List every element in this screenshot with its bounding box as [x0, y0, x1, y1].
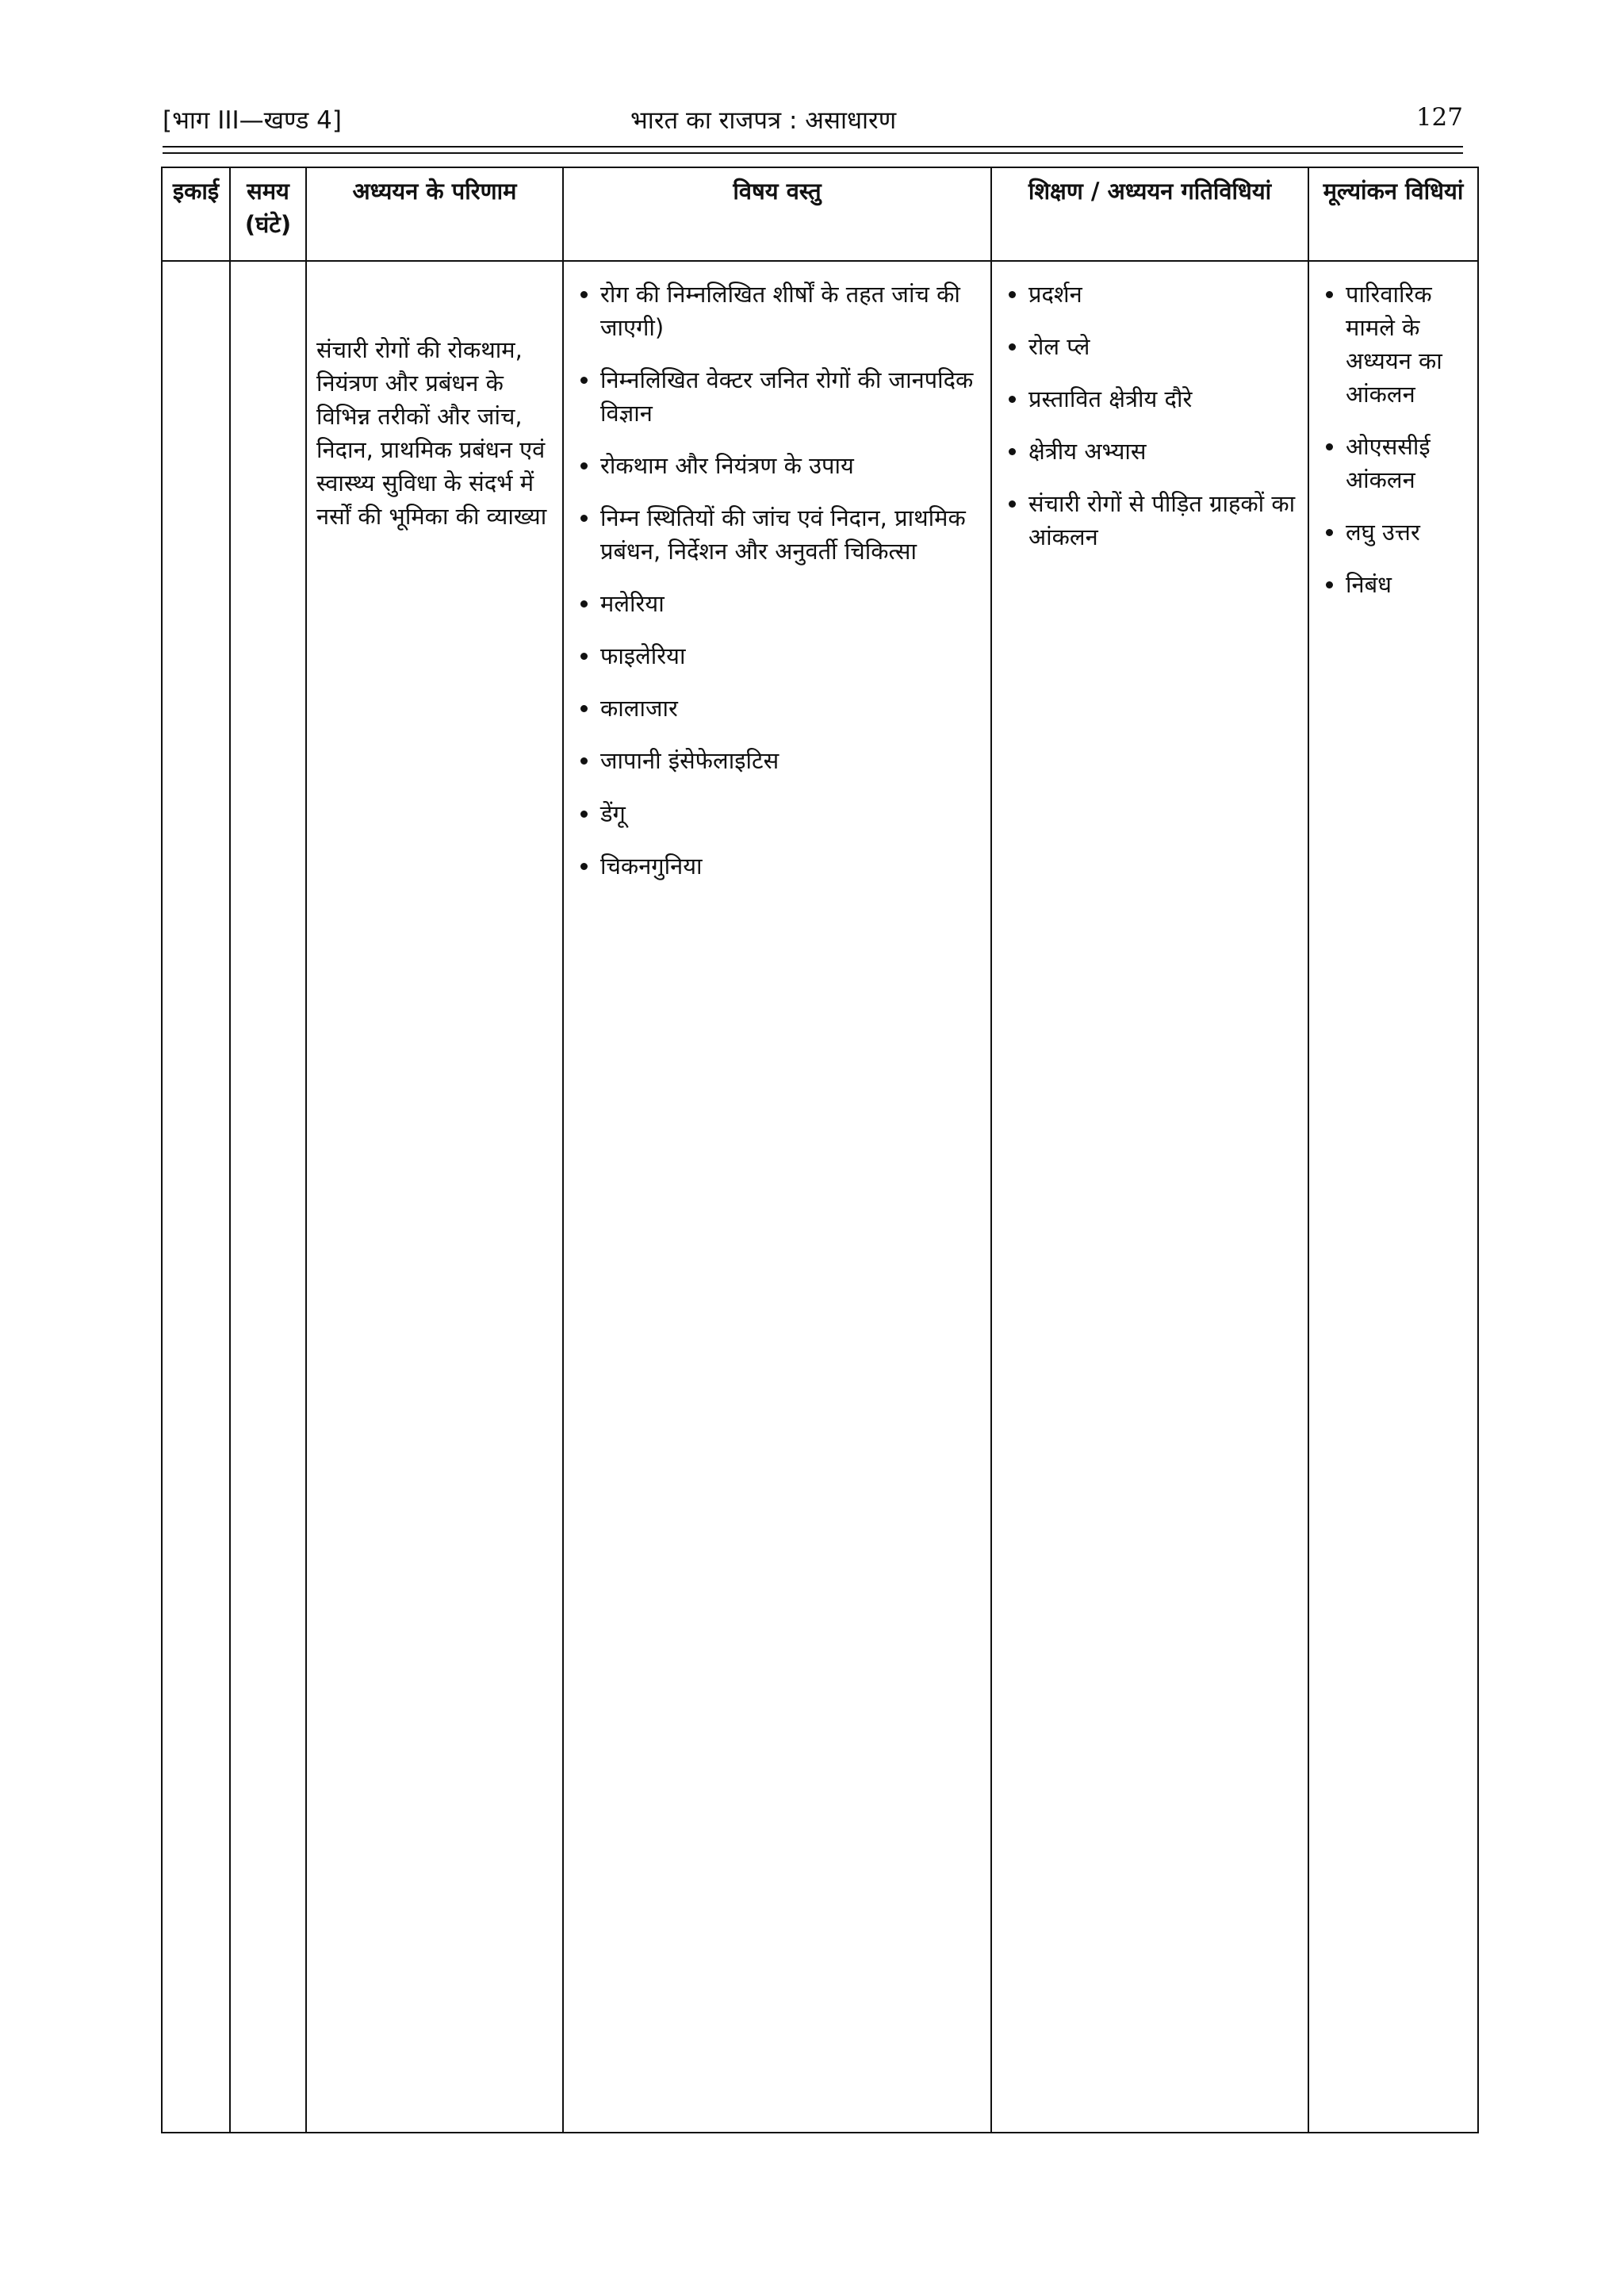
list-item: • डेंगू — [600, 797, 981, 830]
col-unit: इकाई — [162, 167, 230, 261]
list-item: • संचारी रोगों से पीड़ित ग्राहकों का आंकलन — [1028, 487, 1298, 554]
page-number: 127 — [1415, 103, 1463, 132]
list-item: • चिकनगुनिया — [600, 849, 981, 883]
list-item: • रोकथाम और नियंत्रण के उपाय — [600, 449, 981, 482]
list-item: • निबंध — [1346, 568, 1468, 601]
list-item: • प्रदर्शन — [1028, 278, 1298, 311]
list-item: • रोग की निम्नलिखित शीर्षों के तहत जांच की जाएगी) — [600, 278, 981, 344]
col-activities: शिक्षण / अध्ययन गतिविधियां — [991, 167, 1308, 261]
list-item: • निम्नलिखित वेक्टर जनित रोगों की जानपदिक विज्ञान — [600, 363, 981, 430]
page-header — [163, 103, 1463, 141]
syllabus-table — [161, 167, 1479, 2133]
col-assessment: मूल्यांकन विधियां — [1308, 167, 1478, 261]
col-content: विषय वस्तु — [563, 167, 991, 261]
col-outcome: अध्ययन के परिणाम — [306, 167, 563, 261]
content-list — [573, 278, 981, 883]
list-item: • क्षेत्रीय अभ्यास — [1028, 435, 1298, 468]
assessment-list — [1319, 278, 1468, 601]
col-time: समय (घंटे) — [230, 167, 306, 261]
activities-cell — [991, 261, 1308, 2133]
content-cell — [563, 261, 991, 2133]
assessment-cell — [1308, 261, 1478, 2133]
activities-list — [1002, 278, 1298, 554]
table-header-row — [162, 167, 1478, 261]
list-item: • जापानी इंसेफेलाइटिस — [600, 744, 981, 777]
gazette-title: भारत का राजपत्र : असाधारण — [630, 106, 897, 135]
list-item: • ओएससीई आंकलन — [1346, 430, 1468, 496]
part-section-label: [भाग III—खण्ड 4] — [163, 106, 342, 135]
list-item: • रोल प्ले — [1028, 330, 1298, 363]
table-row — [162, 261, 1478, 2133]
header-rule-bottom — [163, 152, 1463, 154]
list-item: • प्रस्तावित क्षेत्रीय दौरे — [1028, 382, 1298, 416]
header-rule-top — [163, 146, 1463, 148]
list-item: • निम्न स्थितियों की जांच एवं निदान, प्राथमिक प्रबंधन, निर्देशन और अनुवर्ती चिकित्सा — [600, 501, 981, 568]
list-item: • कालाजार — [600, 692, 981, 725]
list-item: • पारिवारिक मामले के अध्ययन का आंकलन — [1346, 278, 1468, 411]
list-item: • लघु उत्तर — [1346, 516, 1468, 549]
unit-cell — [162, 261, 230, 2133]
outcome-cell: संचारी रोगों की रोकथाम, नियंत्रण और प्रबंधन के विभिन्न तरीकों और जांच, निदान, प्राथमिक प्रबंधन एवं स्वास्थ्य सुविधा के संदर्भ में नर्सों की भूमिका की व्याख्या — [306, 261, 563, 2133]
time-cell — [230, 261, 306, 2133]
list-item: • मलेरिया — [600, 587, 981, 620]
list-item: • फाइलेरिया — [600, 639, 981, 673]
